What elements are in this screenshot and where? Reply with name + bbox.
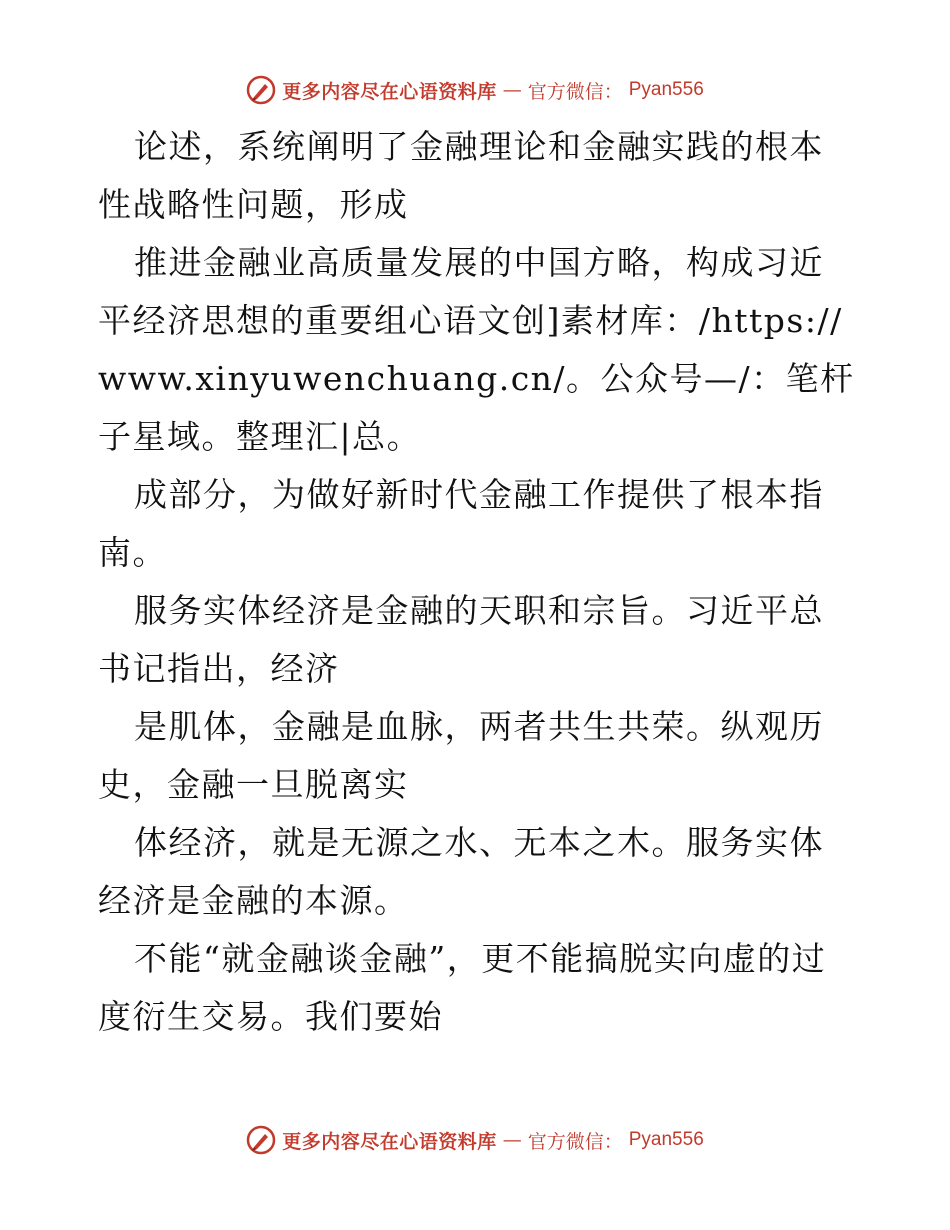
footer-dash: — [502, 1129, 522, 1151]
header-banner-text: 更多内容尽在心语资料库 [282, 80, 497, 103]
footer-banner [0, 1120, 950, 1160]
pen-logo-icon [246, 1125, 276, 1155]
header-banner [0, 70, 950, 110]
footer-wechat-label: 官方微信： [527, 1130, 623, 1153]
paragraph-1: 论述，系统阐明了金融理论和金融实践的根本性战略性问题，形成 [98, 127, 824, 224]
header-wechat-label: 官方微信： [527, 80, 623, 103]
paragraph-4: 服务实体经济是金融的天职和宗旨。习近平总书记指出，经济 [98, 591, 824, 688]
pen-logo-icon [246, 75, 276, 105]
header-dash: — [502, 79, 522, 101]
paragraph-3: 成部分，为做好新时代金融工作提供了根本指南。 [98, 475, 824, 572]
paragraph-5: 是肌体，金融是血脉，两者共生共荣。纵观历史，金融一旦脱离实 [98, 707, 824, 804]
paragraph-6: 体经济，就是无源之水、无本之木。服务实体经济是金融的本源。 [98, 823, 824, 920]
paragraph-7: 不能“就金融谈金融”，更不能搞脱实向虚的过度衍生交易。我们要始 [98, 939, 827, 1036]
footer-wechat-id: Pyan556 [628, 1129, 704, 1150]
header-wechat-id: Pyan556 [628, 79, 704, 100]
footer-banner-text: 更多内容尽在心语资料库 [282, 1130, 497, 1153]
paragraph-2: 推进金融业高质量发展的中国方略，构成习近平经济思想的重要组心语文创]素材库：/https://www.xinyuwenchuang.cn/。公众号—/：笔杆子星域。整理汇|总。 [98, 243, 855, 456]
document-body [98, 118, 858, 1046]
